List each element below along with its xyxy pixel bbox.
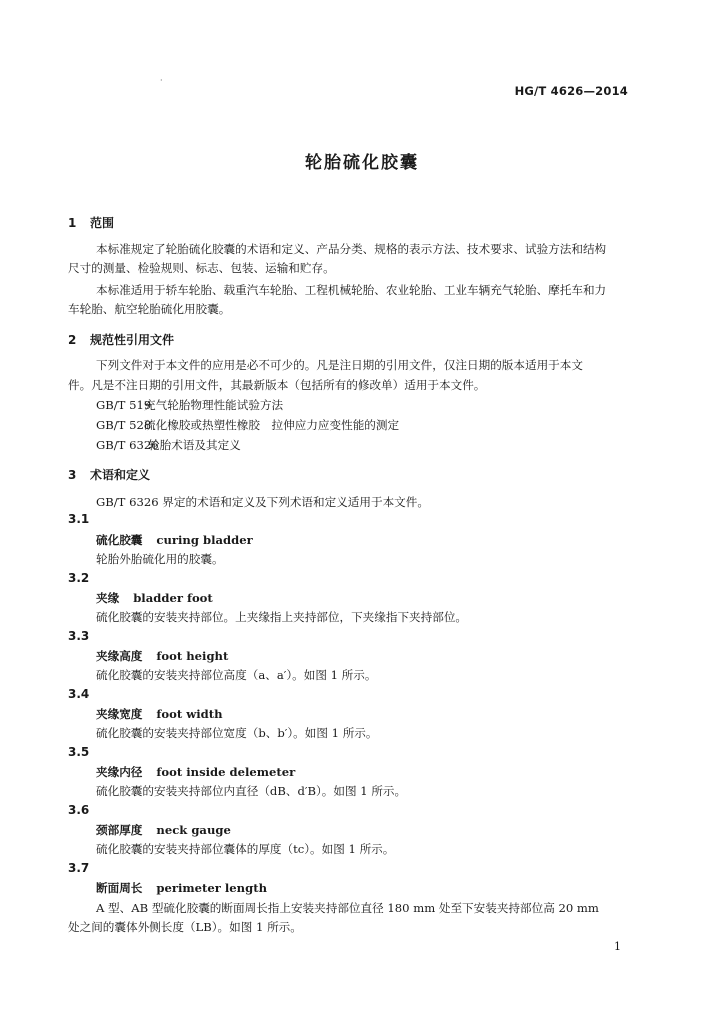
s3-intro: GB/T 6326 界定的术语和定义及下列术语和定义适用于本文件。 <box>96 495 429 509</box>
s1-paragraph-1-line-2: 尺寸的测量、检验规则、标志、包装、运输和贮存。 <box>68 261 335 275</box>
s1-paragraph-2-line-1: 本标准适用于轿车轮胎、载重汽车轮胎、工程机械轮胎、农业轮胎、工业车辆充气轮胎、摩托车和力 <box>96 283 607 297</box>
term-heading <box>96 880 267 896</box>
term-zh: 颈部厚度 <box>96 823 143 837</box>
standard-number: HG/T 4626—2014 <box>514 84 628 98</box>
term-number: 3.1 <box>68 512 90 526</box>
reference-title: 轮胎术语及其定义 <box>148 438 241 452</box>
term-definition: 硫化胶囊的安装夹持部位内直径（dB、d′B）。如图 1 所示。 <box>96 784 407 798</box>
page-number: 1 <box>614 940 621 953</box>
section-title: 术语和定义 <box>90 468 151 482</box>
reference-code: GB/T 519 <box>96 398 152 412</box>
document-title: 轮胎硫化胶囊 <box>305 153 419 173</box>
term-zh: 夹缘内径 <box>96 765 143 779</box>
term-heading <box>96 532 253 548</box>
s2-paragraph-line-2: 件。凡是不注日期的引用文件，其最新版本（包括所有的修改单）适用于本文件。 <box>68 378 486 392</box>
term-zh: 夹缘 <box>96 591 120 605</box>
term-number: 3.7 <box>68 861 90 875</box>
term-number: 3.4 <box>68 687 90 701</box>
term-definition: 硫化胶囊的安装夹持部位囊体的厚度（tc）。如图 1 所示。 <box>96 842 395 856</box>
reference-item <box>96 417 399 433</box>
term-heading <box>96 590 213 606</box>
term-definition: 硫化胶囊的安装夹持部位。上夹缘指上夹持部位，下夹缘指下夹持部位。 <box>96 610 468 624</box>
section-1-heading <box>68 214 114 231</box>
section-title: 范围 <box>90 216 115 230</box>
term-number: 3.2 <box>68 571 90 585</box>
term-zh: 断面周长 <box>96 881 143 895</box>
term-heading <box>96 764 295 780</box>
term-definition: 轮胎外胎硫化用的胶囊。 <box>96 552 224 566</box>
term-en: curing bladder <box>156 533 253 547</box>
term-zh: 硫化胶囊 <box>96 533 143 547</box>
term-zh: 夹缘高度 <box>96 649 143 663</box>
s1-paragraph-1-line-1: 本标准规定了轮胎硫化胶囊的术语和定义、产品分类、规格的表示方法、技术要求、试验方法和结构 <box>96 242 607 256</box>
term-en: foot width <box>156 707 223 721</box>
term-definition: 硫化胶囊的安装夹持部位宽度（b、b′）。如图 1 所示。 <box>96 726 378 740</box>
reference-code: GB/T 6326 <box>96 438 159 452</box>
term-heading <box>96 648 228 664</box>
section-3-heading <box>68 466 150 483</box>
s2-paragraph-line-1: 下列文件对于本文件的应用是必不可少的。凡是注日期的引用文件，仅注日期的版本适用于本文 <box>96 358 583 372</box>
reference-title: 充气轮胎物理性能试验方法 <box>144 398 284 412</box>
reference-item <box>96 397 283 413</box>
term-en: foot height <box>156 649 229 663</box>
term-definition-line-2: 处之间的囊体外侧长度（LB）。如图 1 所示。 <box>68 920 302 934</box>
reference-code: GB/T 528 <box>96 418 152 432</box>
term-definition-line-1: A 型、AB 型硫化胶囊的断面周长指上安装夹持部位直径 180 mm 处至下安装夹持部位高 20 mm <box>96 901 599 915</box>
reference-title: 硫化橡胶或热塑性橡胶 拉伸应力应变性能的测定 <box>144 418 400 432</box>
section-title: 规范性引用文件 <box>90 333 175 347</box>
term-zh: 夹缘宽度 <box>96 707 143 721</box>
section-number: 2 <box>68 333 77 347</box>
reference-item <box>96 437 241 453</box>
term-definition: 硫化胶囊的安装夹持部位高度（a、a′）。如图 1 所示。 <box>96 668 377 682</box>
section-number: 1 <box>68 216 77 230</box>
term-en: neck gauge <box>156 823 231 837</box>
term-en: perimeter length <box>156 881 268 895</box>
term-heading <box>96 706 223 722</box>
term-number: 3.5 <box>68 745 90 759</box>
term-number: 3.3 <box>68 629 90 643</box>
section-number: 3 <box>68 468 77 482</box>
section-2-heading <box>68 331 174 348</box>
term-heading <box>96 822 231 838</box>
s1-paragraph-2-line-2: 车轮胎、航空轮胎硫化用胶囊。 <box>68 302 231 316</box>
term-number: 3.6 <box>68 803 90 817</box>
scan-speck: · <box>160 76 163 85</box>
term-en: bladder foot <box>133 591 213 605</box>
term-en: foot inside delemeter <box>156 765 296 779</box>
